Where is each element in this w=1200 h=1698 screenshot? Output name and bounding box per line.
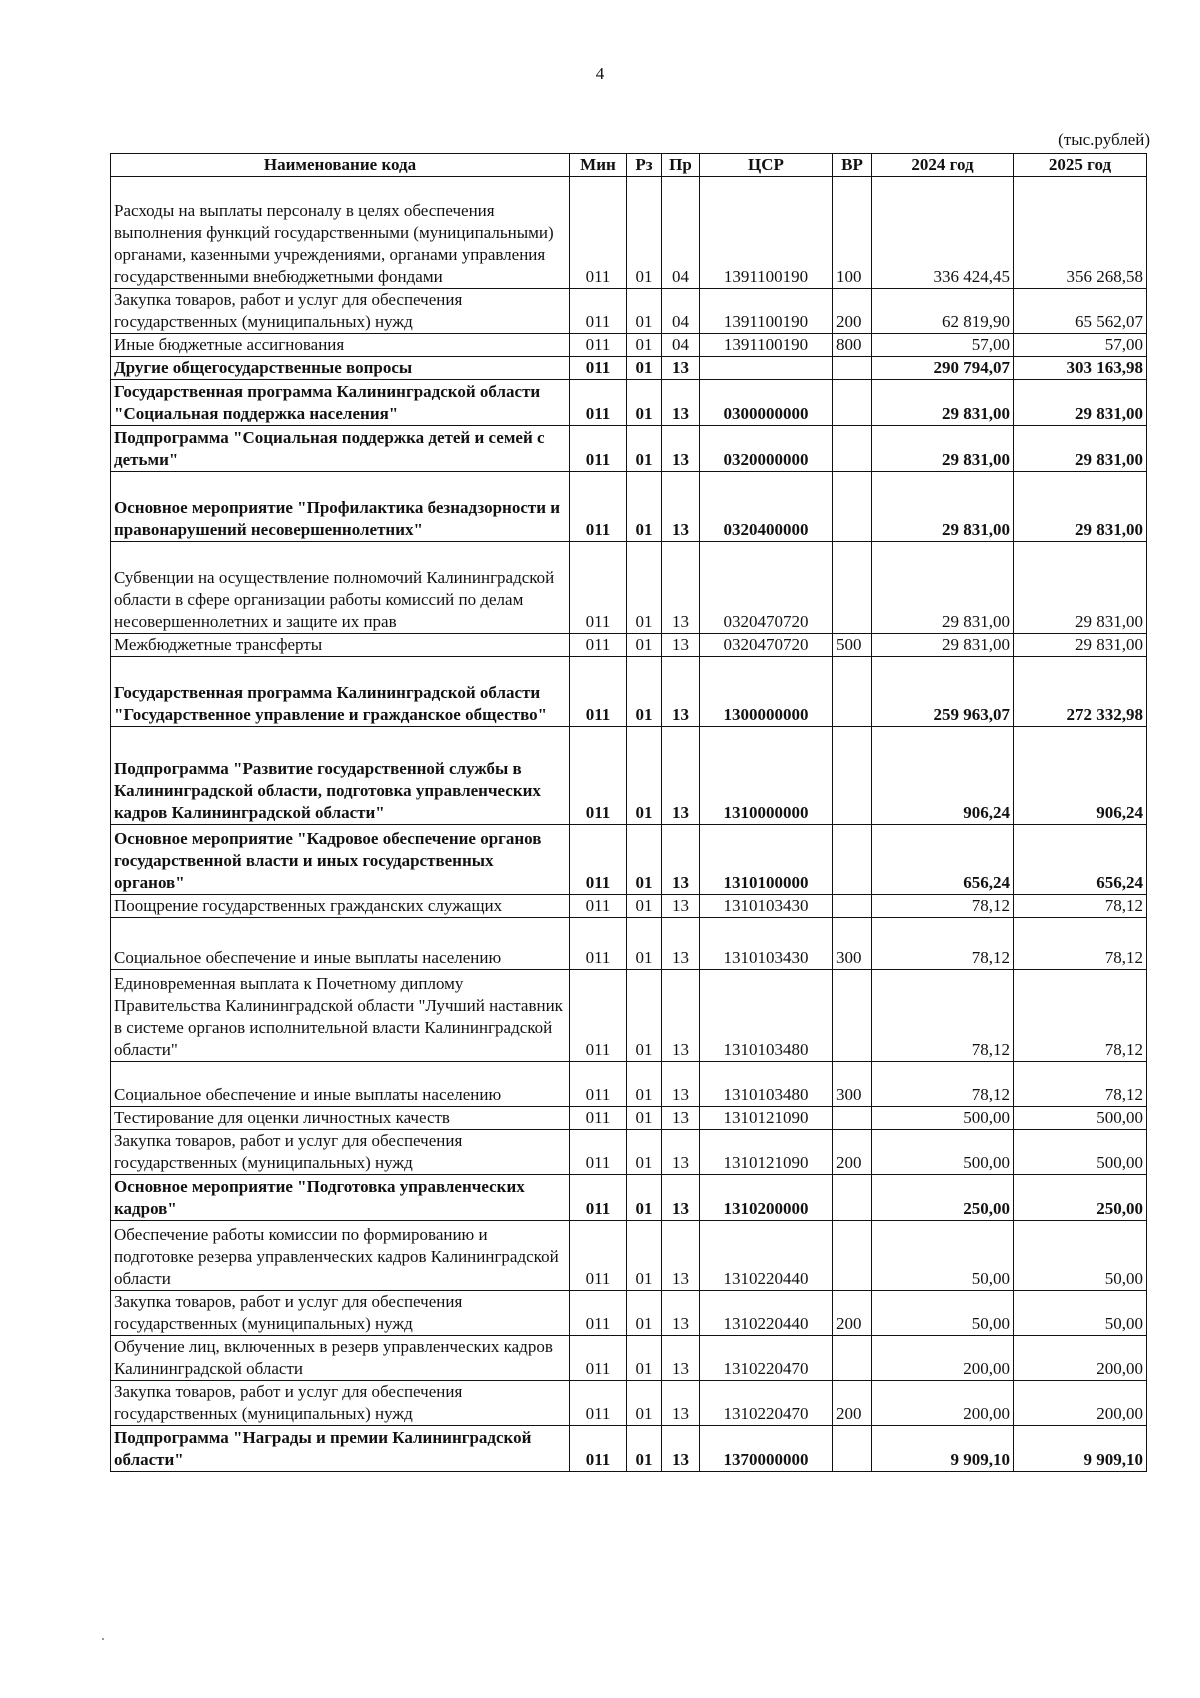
row-name: Закупка товаров, работ и услуг для обеспечения государственных (муниципальных) нужд: [111, 1291, 570, 1336]
row-rz: 01: [627, 289, 662, 334]
row-min: 011: [570, 970, 627, 1062]
row-min: 011: [570, 357, 627, 380]
row-rz: 01: [627, 727, 662, 825]
row-vr: [833, 1426, 872, 1472]
row-min: 011: [570, 177, 627, 289]
row-pr: 13: [662, 357, 700, 380]
row-vr: [833, 970, 872, 1062]
row-vr: [833, 472, 872, 542]
row-2024: 500,00: [872, 1107, 1014, 1130]
row-2024: 29 831,00: [872, 426, 1014, 472]
row-2024: 906,24: [872, 727, 1014, 825]
row-name: Основное мероприятие "Профилактика безнадзорности и правонарушений несовершеннолетних": [111, 472, 570, 542]
row-vr: [833, 357, 872, 380]
table-row: [111, 1130, 1147, 1175]
row-vr: [833, 426, 872, 472]
row-vr: 300: [833, 1062, 872, 1107]
row-vr: [833, 1175, 872, 1221]
row-name: Субвенции на осуществление полномочий Калининградской области в сфере организации работы комиссий по делам несовершеннолетних и защите их прав: [111, 542, 570, 634]
row-2025: 78,12: [1014, 918, 1147, 970]
row-2025: 906,24: [1014, 727, 1147, 825]
row-vr: [833, 727, 872, 825]
table-row: [111, 334, 1147, 357]
row-min: 011: [570, 634, 627, 657]
row-name: Закупка товаров, работ и услуг для обеспечения государственных (муниципальных) нужд: [111, 1381, 570, 1426]
row-name: Обучение лиц, включенных в резерв управленческих кадров Калининградской области: [111, 1336, 570, 1381]
row-csr: 0320400000: [700, 472, 833, 542]
row-csr: 1391100190: [700, 177, 833, 289]
row-2025: 78,12: [1014, 1062, 1147, 1107]
row-name: Закупка товаров, работ и услуг для обеспечения государственных (муниципальных) нужд: [111, 289, 570, 334]
row-2025: 303 163,98: [1014, 357, 1147, 380]
row-min: 011: [570, 657, 627, 727]
row-name: Подпрограмма "Награды и премии Калининградской области": [111, 1426, 570, 1472]
row-name: Единовременная выплата к Почетному диплому Правительства Калининградской области "Лучший наставник в системе органов исполнительной власти Калининградской области": [111, 970, 570, 1062]
row-csr: 1310100000: [700, 825, 833, 895]
table-row: [111, 825, 1147, 895]
row-2025: 29 831,00: [1014, 542, 1147, 634]
row-min: 011: [570, 334, 627, 357]
row-vr: 200: [833, 1130, 872, 1175]
row-vr: [833, 895, 872, 918]
row-name: Государственная программа Калининградской области "Государственное управление и гражданское общество": [111, 657, 570, 727]
row-2024: 78,12: [872, 918, 1014, 970]
row-2024: 250,00: [872, 1175, 1014, 1221]
row-csr: 0320000000: [700, 426, 833, 472]
row-name: Другие общегосударственные вопросы: [111, 357, 570, 380]
row-2024: 29 831,00: [872, 472, 1014, 542]
row-2024: 336 424,45: [872, 177, 1014, 289]
page-number: 4: [595, 64, 605, 83]
row-pr: 13: [662, 918, 700, 970]
row-2024: 78,12: [872, 970, 1014, 1062]
row-rz: 01: [627, 542, 662, 634]
row-2025: 65 562,07: [1014, 289, 1147, 334]
row-pr: 13: [662, 634, 700, 657]
row-2025: 200,00: [1014, 1381, 1147, 1426]
row-2024: 57,00: [872, 334, 1014, 357]
row-2024: 9 909,10: [872, 1426, 1014, 1472]
row-name: Социальное обеспечение и иные выплаты населению: [111, 1062, 570, 1107]
row-rz: 01: [627, 1426, 662, 1472]
row-csr: 1310200000: [700, 1175, 833, 1221]
row-csr: 1310103480: [700, 970, 833, 1062]
table-row: [111, 426, 1147, 472]
table-header-row: [111, 154, 1147, 177]
row-2025: 50,00: [1014, 1221, 1147, 1291]
row-2025: 78,12: [1014, 895, 1147, 918]
row-csr: 1310220440: [700, 1221, 833, 1291]
row-2025: 356 268,58: [1014, 177, 1147, 289]
row-csr: 1370000000: [700, 1426, 833, 1472]
table-row: [111, 1221, 1147, 1291]
row-rz: 01: [627, 1175, 662, 1221]
row-min: 011: [570, 895, 627, 918]
row-name: Межбюджетные трансферты: [111, 634, 570, 657]
row-pr: 13: [662, 895, 700, 918]
table-row: [111, 895, 1147, 918]
row-2024: 500,00: [872, 1130, 1014, 1175]
row-min: 011: [570, 542, 627, 634]
row-pr: 13: [662, 1291, 700, 1336]
row-min: 011: [570, 1381, 627, 1426]
row-pr: 13: [662, 426, 700, 472]
row-2024: 290 794,07: [872, 357, 1014, 380]
row-name: Закупка товаров, работ и услуг для обеспечения государственных (муниципальных) нужд: [111, 1130, 570, 1175]
row-name: Государственная программа Калининградской области "Социальная поддержка населения": [111, 380, 570, 426]
row-2025: 656,24: [1014, 825, 1147, 895]
row-vr: 200: [833, 1291, 872, 1336]
row-pr: 04: [662, 334, 700, 357]
row-2024: 50,00: [872, 1291, 1014, 1336]
row-rz: 01: [627, 1381, 662, 1426]
row-2024: 259 963,07: [872, 657, 1014, 727]
row-2024: 29 831,00: [872, 634, 1014, 657]
row-name: Основное мероприятие "Кадровое обеспечение органов государственной власти и иных государственных органов": [111, 825, 570, 895]
row-pr: 13: [662, 472, 700, 542]
row-2024: 29 831,00: [872, 542, 1014, 634]
scan-artifact: [102, 1638, 104, 1640]
row-pr: 13: [662, 727, 700, 825]
row-csr: 1310220470: [700, 1381, 833, 1426]
row-2025: 250,00: [1014, 1175, 1147, 1221]
table-row: [111, 380, 1147, 426]
row-2025: 29 831,00: [1014, 472, 1147, 542]
row-csr: 1310103480: [700, 1062, 833, 1107]
row-2024: 200,00: [872, 1381, 1014, 1426]
row-name: Подпрограмма "Социальная поддержка детей и семей с детьми": [111, 426, 570, 472]
table-row: [111, 1062, 1147, 1107]
row-csr: 0320470720: [700, 634, 833, 657]
header-2025: 2025 год: [1014, 154, 1147, 177]
row-vr: [833, 1107, 872, 1130]
table-row: [111, 727, 1147, 825]
row-csr: 1310103430: [700, 918, 833, 970]
row-pr: 04: [662, 177, 700, 289]
row-name: Иные бюджетные ассигнования: [111, 334, 570, 357]
row-rz: 01: [627, 1107, 662, 1130]
row-pr: 13: [662, 542, 700, 634]
row-vr: [833, 542, 872, 634]
row-csr: 0300000000: [700, 380, 833, 426]
row-csr: 1310220440: [700, 1291, 833, 1336]
row-pr: 13: [662, 1381, 700, 1426]
row-rz: 01: [627, 825, 662, 895]
row-min: 011: [570, 1107, 627, 1130]
row-2025: 29 831,00: [1014, 426, 1147, 472]
table-row: [111, 472, 1147, 542]
row-2024: 50,00: [872, 1221, 1014, 1291]
row-2024: 78,12: [872, 895, 1014, 918]
row-vr: 200: [833, 289, 872, 334]
row-2025: 200,00: [1014, 1336, 1147, 1381]
table-row: [111, 1426, 1147, 1472]
row-vr: [833, 1336, 872, 1381]
header-name: Наименование кода: [111, 154, 570, 177]
row-min: 011: [570, 426, 627, 472]
row-pr: 13: [662, 1107, 700, 1130]
row-rz: 01: [627, 634, 662, 657]
row-rz: 01: [627, 426, 662, 472]
row-vr: [833, 1221, 872, 1291]
row-name: Подпрограмма "Развитие государственной службы в Калининградской области, подготовка управленческих кадров Калининградской области": [111, 727, 570, 825]
row-pr: 13: [662, 970, 700, 1062]
row-csr: 1310103430: [700, 895, 833, 918]
row-rz: 01: [627, 357, 662, 380]
row-pr: 13: [662, 1221, 700, 1291]
row-rz: 01: [627, 1336, 662, 1381]
row-csr: 1310220470: [700, 1336, 833, 1381]
row-vr: [833, 657, 872, 727]
row-min: 011: [570, 1336, 627, 1381]
row-2025: 78,12: [1014, 970, 1147, 1062]
row-min: 011: [570, 1221, 627, 1291]
row-2024: 656,24: [872, 825, 1014, 895]
row-name: Основное мероприятие "Подготовка управленческих кадров": [111, 1175, 570, 1221]
row-csr: 1310121090: [700, 1130, 833, 1175]
header-min: Мин: [570, 154, 627, 177]
row-min: 011: [570, 727, 627, 825]
row-2025: 57,00: [1014, 334, 1147, 357]
table-row: [111, 357, 1147, 380]
row-pr: 13: [662, 1426, 700, 1472]
units-label: (тыс.рублей): [1058, 130, 1150, 149]
header-rz: Рз: [627, 154, 662, 177]
row-vr: 100: [833, 177, 872, 289]
row-rz: 01: [627, 1221, 662, 1291]
table-row: [111, 634, 1147, 657]
row-2024: 62 819,90: [872, 289, 1014, 334]
row-2025: 500,00: [1014, 1107, 1147, 1130]
row-rz: 01: [627, 380, 662, 426]
row-pr: 13: [662, 1130, 700, 1175]
budget-table: [110, 153, 1147, 1472]
row-rz: 01: [627, 334, 662, 357]
header-csr: ЦСР: [700, 154, 833, 177]
row-2024: 78,12: [872, 1062, 1014, 1107]
row-csr: 1391100190: [700, 334, 833, 357]
row-min: 011: [570, 1426, 627, 1472]
row-2025: 50,00: [1014, 1291, 1147, 1336]
row-pr: 13: [662, 380, 700, 426]
row-2025: 29 831,00: [1014, 380, 1147, 426]
table-row: [111, 289, 1147, 334]
row-min: 011: [570, 1291, 627, 1336]
row-rz: 01: [627, 472, 662, 542]
row-rz: 01: [627, 1062, 662, 1107]
row-csr: [700, 357, 833, 380]
row-vr: [833, 380, 872, 426]
row-pr: 04: [662, 289, 700, 334]
table-row: [111, 177, 1147, 289]
row-csr: 0320470720: [700, 542, 833, 634]
row-2025: 500,00: [1014, 1130, 1147, 1175]
table-row: [111, 542, 1147, 634]
row-2025: 29 831,00: [1014, 634, 1147, 657]
row-vr: [833, 825, 872, 895]
table-row: [111, 1291, 1147, 1336]
row-name: Обеспечение работы комиссии по формированию и подготовке резерва управленческих кадров Калининградской области: [111, 1221, 570, 1291]
table-row: [111, 1381, 1147, 1426]
row-min: 011: [570, 1175, 627, 1221]
row-vr: 800: [833, 334, 872, 357]
row-pr: 13: [662, 657, 700, 727]
row-2025: 272 332,98: [1014, 657, 1147, 727]
header-pr: Пр: [662, 154, 700, 177]
row-name: Тестирование для оценки личностных качеств: [111, 1107, 570, 1130]
row-vr: 300: [833, 918, 872, 970]
row-min: 011: [570, 1062, 627, 1107]
row-rz: 01: [627, 657, 662, 727]
row-2024: 200,00: [872, 1336, 1014, 1381]
row-rz: 01: [627, 918, 662, 970]
header-vr: ВР: [833, 154, 872, 177]
row-min: 011: [570, 289, 627, 334]
table-row: [111, 970, 1147, 1062]
row-rz: 01: [627, 177, 662, 289]
table-row: [111, 1107, 1147, 1130]
row-name: Поощрение государственных гражданских служащих: [111, 895, 570, 918]
row-min: 011: [570, 918, 627, 970]
row-min: 011: [570, 825, 627, 895]
row-rz: 01: [627, 1291, 662, 1336]
row-name: Социальное обеспечение и иные выплаты населению: [111, 918, 570, 970]
row-rz: 01: [627, 970, 662, 1062]
row-csr: 1391100190: [700, 289, 833, 334]
table-row: [111, 657, 1147, 727]
row-vr: 200: [833, 1381, 872, 1426]
table-row: [111, 1336, 1147, 1381]
row-csr: 1300000000: [700, 657, 833, 727]
row-min: 011: [570, 380, 627, 426]
row-min: 011: [570, 1130, 627, 1175]
row-vr: 500: [833, 634, 872, 657]
row-pr: 13: [662, 1175, 700, 1221]
row-min: 011: [570, 472, 627, 542]
row-rz: 01: [627, 895, 662, 918]
row-csr: 1310121090: [700, 1107, 833, 1130]
row-pr: 13: [662, 1062, 700, 1107]
row-rz: 01: [627, 1130, 662, 1175]
row-pr: 13: [662, 825, 700, 895]
row-name: Расходы на выплаты персоналу в целях обеспечения выполнения функций государственными (муниципальными) органами, казенными учреждениями, органами управления государственными внебюджетными фондами: [111, 177, 570, 289]
table-row: [111, 1175, 1147, 1221]
row-pr: 13: [662, 1336, 700, 1381]
table-row: [111, 918, 1147, 970]
row-2024: 29 831,00: [872, 380, 1014, 426]
header-2024: 2024 год: [872, 154, 1014, 177]
row-csr: 1310000000: [700, 727, 833, 825]
row-2025: 9 909,10: [1014, 1426, 1147, 1472]
